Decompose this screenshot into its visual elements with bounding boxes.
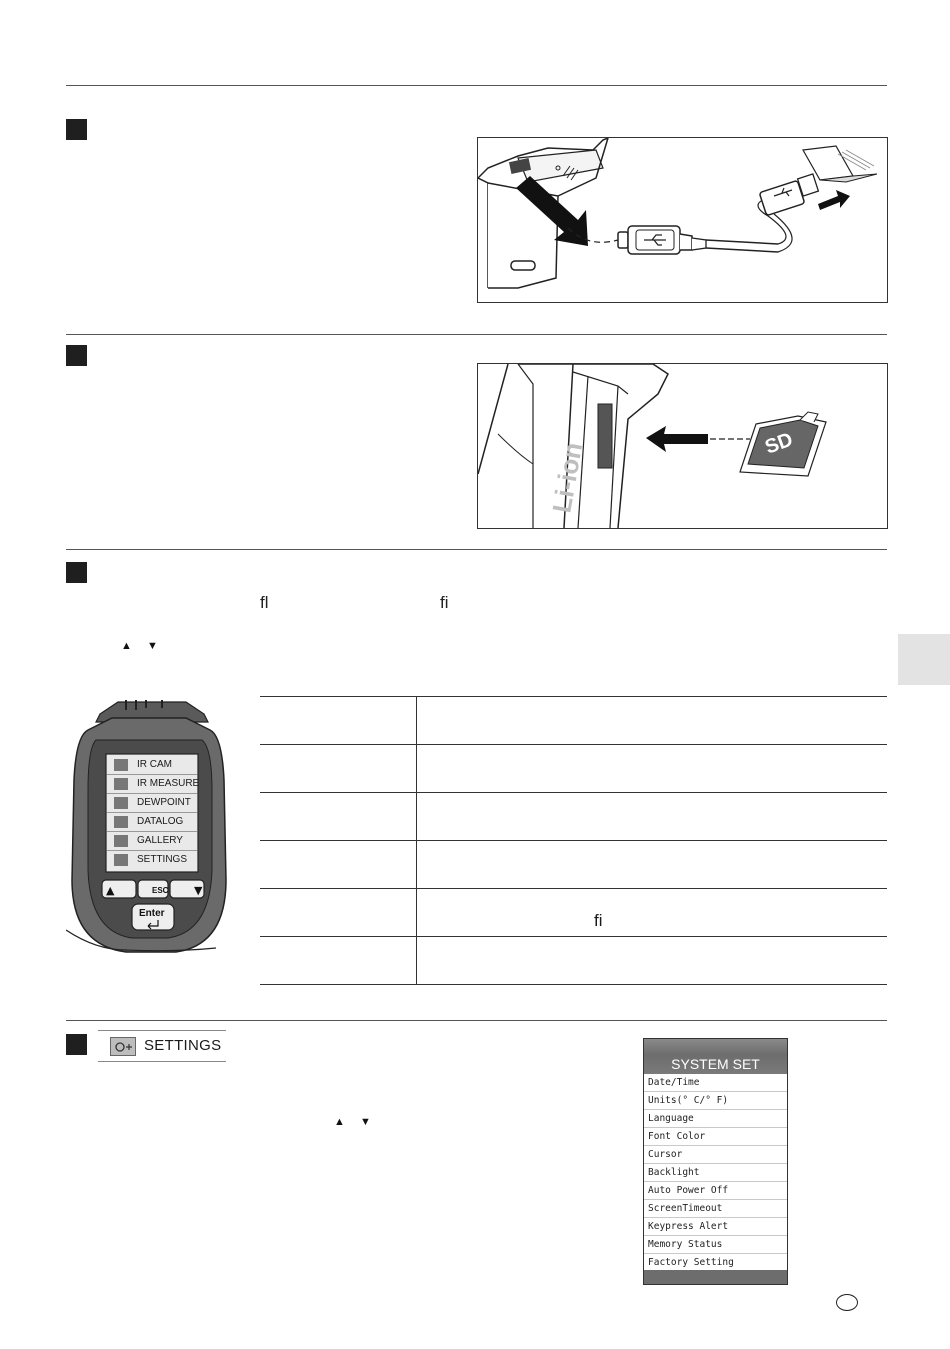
table-row: [260, 937, 887, 985]
device-menu-item: IR CAM: [107, 756, 197, 775]
section-number-box-2: [66, 345, 87, 366]
ir-cam-icon: [114, 759, 128, 771]
settings-tag-label: SETTINGS: [144, 1037, 222, 1054]
settings-icon: [114, 854, 128, 866]
table-row: [260, 841, 887, 889]
section-divider-3: [66, 1020, 887, 1021]
enter-key-label: Enter: [139, 908, 165, 919]
settings-tag: [98, 1030, 226, 1062]
ligature-fi: ﬁ: [440, 593, 449, 612]
system-set-screen: [643, 1038, 788, 1285]
system-set-item[interactable]: Units(° C/° F): [644, 1092, 787, 1110]
section-divider-1: [66, 334, 887, 335]
system-set-footer: [644, 1270, 787, 1284]
settings-icon: [110, 1037, 136, 1056]
country-code-badge: [836, 1294, 858, 1311]
section-number-box-1: [66, 119, 87, 140]
system-set-item[interactable]: Memory Status: [644, 1236, 787, 1254]
device-illustration: [66, 700, 232, 970]
system-set-item[interactable]: Backlight: [644, 1164, 787, 1182]
table-row: [260, 745, 887, 793]
table-row: [260, 697, 887, 745]
esc-key-label: ESC: [152, 886, 169, 895]
device-menu-item: DEWPOINT: [107, 794, 197, 813]
table-row: [260, 889, 887, 937]
device-menu-item: SETTINGS: [137, 854, 188, 865]
section-number-box-4: [66, 1034, 87, 1055]
up-down-arrows: ▲ ▼: [121, 640, 164, 652]
top-divider: [66, 85, 887, 86]
system-set-item[interactable]: Auto Power Off: [644, 1182, 787, 1200]
dewpoint-icon: [114, 797, 128, 809]
device-menu-icons: [114, 758, 134, 866]
system-set-item[interactable]: Keypress Alert: [644, 1218, 787, 1236]
system-set-item[interactable]: Cursor: [644, 1146, 787, 1164]
sd-card-logo: SD: [762, 428, 796, 459]
device-menu-item: GALLERY: [107, 832, 197, 851]
device-menu-item: IR MEASURE: [107, 775, 197, 794]
system-set-item[interactable]: ScreenTimeout: [644, 1200, 787, 1218]
ligature-fl: ﬂ: [260, 593, 269, 612]
thermometer-icon: [114, 778, 128, 790]
modes-table: [260, 696, 887, 985]
battery-label: Li-ion: [546, 440, 589, 516]
usb-connection-figure: [477, 137, 888, 303]
svg-text:▲: ▲: [106, 884, 115, 897]
section-number-box-3: [66, 562, 87, 583]
svg-text:▼: ▼: [194, 884, 203, 897]
up-down-arrows: ▲ ▼: [334, 1116, 377, 1128]
section-divider-2: [66, 549, 887, 550]
system-set-item[interactable]: Date/Time: [644, 1074, 787, 1092]
system-set-item[interactable]: Language: [644, 1110, 787, 1128]
datalog-icon: [114, 816, 128, 828]
table-row: [260, 793, 887, 841]
ligature-fi: ﬁ: [594, 911, 603, 930]
system-set-item[interactable]: Factory Setting: [648, 1257, 734, 1268]
system-set-item[interactable]: Font Color: [644, 1128, 787, 1146]
language-side-tab: [898, 634, 950, 685]
sd-card-insert-figure: [477, 363, 888, 529]
system-set-title: SYSTEM SET: [644, 1039, 787, 1074]
device-menu-item: DATALOG: [107, 813, 197, 832]
save-icon: [114, 835, 128, 847]
